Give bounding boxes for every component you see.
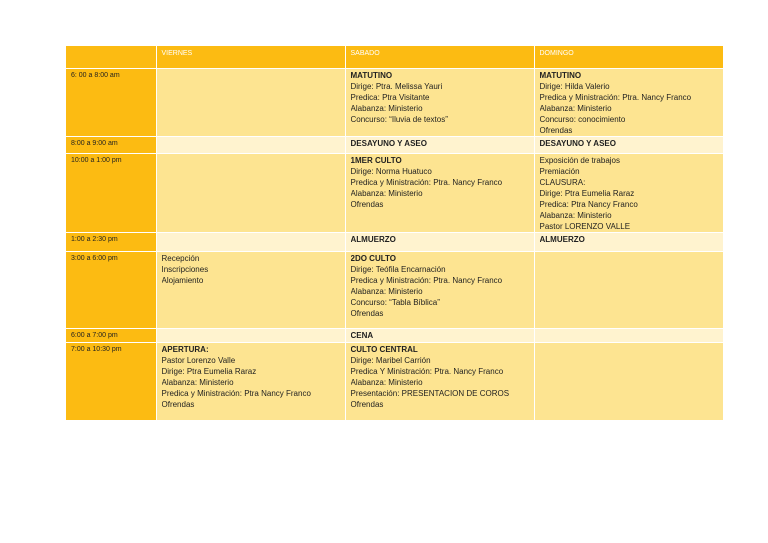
cell-line: ALMUERZO bbox=[539, 235, 585, 244]
time-slot: 3:00 a 6:00 pm bbox=[66, 252, 156, 328]
cell-line: Alabanza: Ministerio bbox=[350, 189, 423, 198]
cell-viernes bbox=[156, 329, 345, 342]
cell-sabado bbox=[345, 137, 534, 153]
schedule-row bbox=[66, 233, 723, 251]
cell-line: DESAYUNO Y ASEO bbox=[350, 139, 427, 148]
cell-line: Dirige: Hilda Valerio bbox=[539, 82, 610, 91]
cell-domingo bbox=[534, 154, 723, 232]
time-slot: 6: 00 a 8:00 am bbox=[66, 69, 156, 136]
cell-line: Dirige: Maribel Carrión bbox=[350, 356, 431, 365]
header-row bbox=[66, 46, 723, 68]
cell-line: Alojamiento bbox=[161, 276, 204, 285]
cell-line: Predica y Ministración: Ptra. Nancy Franco bbox=[350, 276, 503, 285]
cell-line: Presentación: PRESENTACION DE COROS bbox=[350, 389, 510, 398]
cell-sabado bbox=[345, 233, 534, 251]
cell-viernes bbox=[156, 154, 345, 232]
schedule-table bbox=[66, 46, 723, 420]
cell-line: CLAUSURA: bbox=[539, 178, 586, 187]
cell-line: APERTURA: bbox=[161, 345, 209, 354]
cell-line: Alabanza: Ministerio bbox=[350, 287, 423, 296]
cell-line: Concurso: “Iluvia de textos” bbox=[350, 115, 448, 124]
cell-line: Premiación bbox=[539, 167, 580, 176]
cell-line: Ofrendas bbox=[539, 126, 573, 135]
cell-line: Predica: Ptra Visitante bbox=[350, 93, 430, 102]
cell-domingo bbox=[534, 252, 723, 328]
schedule-row bbox=[66, 154, 723, 232]
cell-line: Concurso: “Tabla Bíblica” bbox=[350, 298, 440, 307]
schedule-row bbox=[66, 329, 723, 342]
cell-line: Pastor Lorenzo Valle bbox=[161, 356, 236, 365]
cell-line: Dirige: Ptra Eumelia Raraz bbox=[161, 367, 257, 376]
header-domingo: DOMINGO bbox=[534, 46, 723, 68]
cell-domingo bbox=[534, 233, 723, 251]
cell-domingo bbox=[534, 329, 723, 342]
cell-line: Concurso: conocimiento bbox=[539, 115, 626, 124]
cell-line: Predica y Ministración: Ptra Nancy Franco bbox=[161, 389, 311, 398]
cell-line: Predica: Ptra Nancy Franco bbox=[539, 200, 638, 209]
cell-line: MATUTINO bbox=[350, 71, 393, 80]
cell-sabado bbox=[345, 343, 534, 420]
cell-line: Alabanza: Ministerio bbox=[539, 104, 612, 113]
cell-line: Alabanza: Ministerio bbox=[350, 104, 423, 113]
cell-line: ALMUERZO bbox=[350, 235, 396, 244]
cell-domingo bbox=[534, 137, 723, 153]
time-slot: 10:00 a 1:00 pm bbox=[66, 154, 156, 232]
cell-line: Ofrendas bbox=[161, 400, 195, 409]
cell-line: Alabanza: Ministerio bbox=[539, 211, 612, 220]
cell-sabado bbox=[345, 154, 534, 232]
cell-line: Dirige: Teófila Encarnación bbox=[350, 265, 446, 274]
cell-viernes bbox=[156, 137, 345, 153]
cell-line: Dirige: Norma Huatuco bbox=[350, 167, 432, 176]
cell-viernes bbox=[156, 343, 345, 420]
cell-line: Dirige: Ptra Eumelia Raraz bbox=[539, 189, 635, 198]
cell-line: 2DO CULTO bbox=[350, 254, 396, 263]
cell-line: CENA bbox=[350, 331, 374, 340]
cell-line: Recepción bbox=[161, 254, 200, 263]
time-slot: 6:00 a 7:00 pm bbox=[66, 329, 156, 342]
cell-sabado bbox=[345, 69, 534, 136]
cell-line: MATUTINO bbox=[539, 71, 582, 80]
cell-line: Inscripciones bbox=[161, 265, 209, 274]
cell-line: Ofrendas bbox=[350, 200, 384, 209]
cell-line: Predica Y Ministración: Ptra. Nancy Franco bbox=[350, 367, 504, 376]
schedule-row bbox=[66, 252, 723, 328]
cell-line: Exposición de trabajos bbox=[539, 156, 620, 165]
cell-line: Ofrendas bbox=[350, 400, 384, 409]
time-slot: 1:00 a 2:30 pm bbox=[66, 233, 156, 251]
cell-line: DESAYUNO Y ASEO bbox=[539, 139, 616, 148]
schedule-body bbox=[66, 69, 723, 420]
time-slot: 7:00 a 10:30 pm bbox=[66, 343, 156, 420]
header-viernes: VIERNES bbox=[156, 46, 345, 68]
cell-line: Predica y Ministración: Ptra. Nancy Franco bbox=[539, 93, 692, 102]
schedule-row bbox=[66, 69, 723, 136]
cell-viernes bbox=[156, 69, 345, 136]
cell-domingo bbox=[534, 69, 723, 136]
cell-line: Pastor LORENZO VALLE bbox=[539, 222, 631, 231]
header-sabado: SABADO bbox=[345, 46, 534, 68]
cell-line: Dirige: Ptra. Melissa Yauri bbox=[350, 82, 443, 91]
cell-sabado bbox=[345, 252, 534, 328]
cell-line: Ofrendas bbox=[350, 309, 384, 318]
cell-viernes bbox=[156, 252, 345, 328]
cell-line: CULTO CENTRAL bbox=[350, 345, 418, 354]
cell-line: Alabanza: Ministerio bbox=[350, 378, 423, 387]
cell-line: Predica y Ministración: Ptra. Nancy Franco bbox=[350, 178, 503, 187]
time-slot: 8:00 a 9:00 am bbox=[66, 137, 156, 153]
cell-domingo bbox=[534, 343, 723, 420]
schedule-row bbox=[66, 343, 723, 420]
header-time bbox=[66, 46, 156, 68]
cell-line: 1MER CULTO bbox=[350, 156, 402, 165]
cell-viernes bbox=[156, 233, 345, 251]
cell-line: Alabanza: Ministerio bbox=[161, 378, 234, 387]
cell-sabado bbox=[345, 329, 534, 342]
schedule-row bbox=[66, 137, 723, 153]
